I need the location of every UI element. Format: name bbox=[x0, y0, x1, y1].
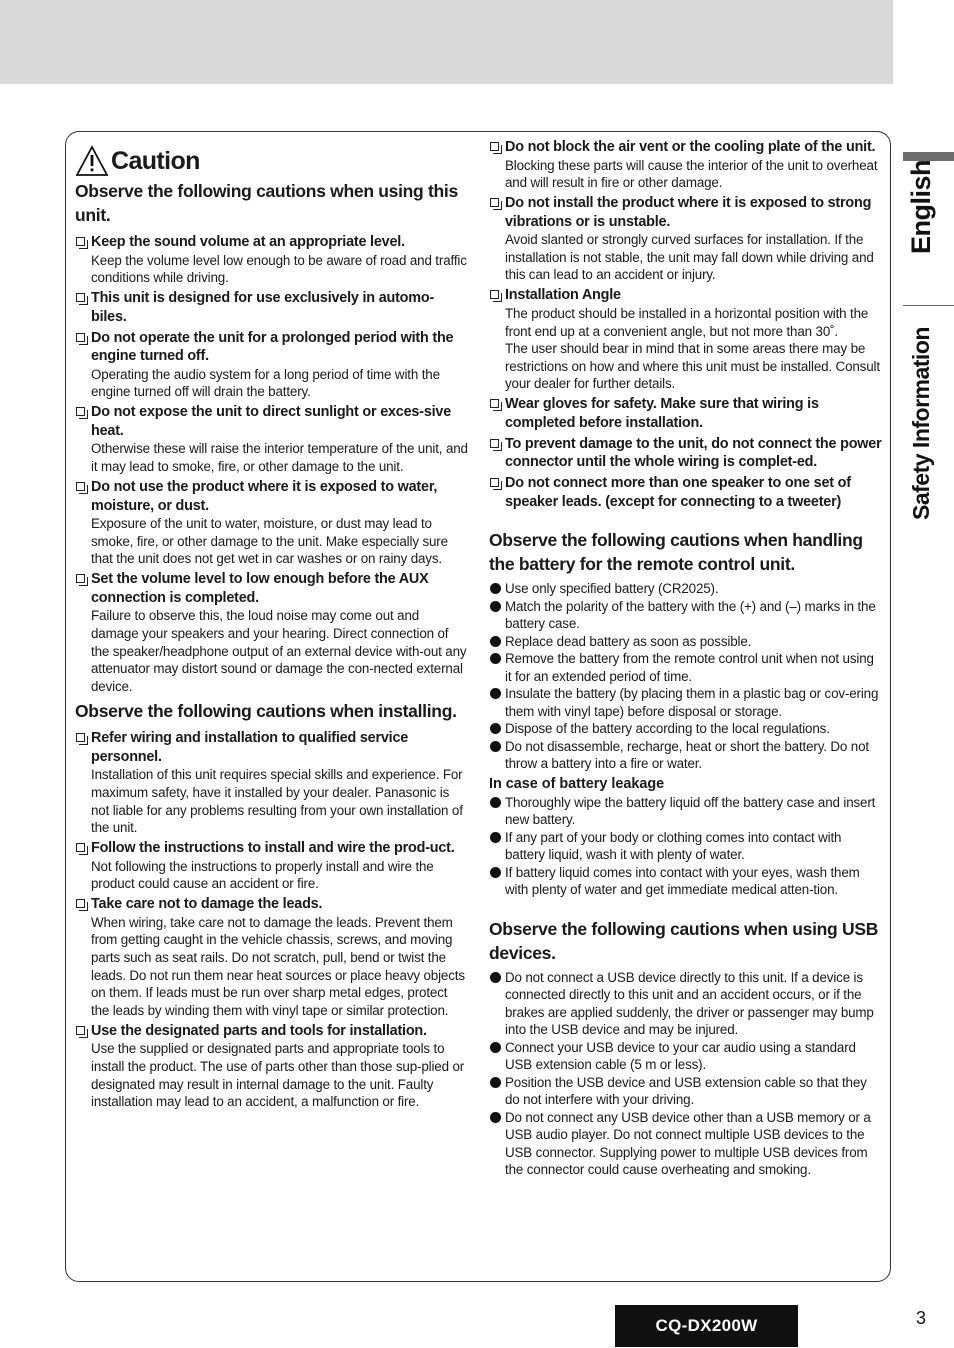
bullet-item bbox=[489, 685, 883, 720]
caution-item-title bbox=[489, 138, 883, 157]
bullet-dot-icon bbox=[490, 688, 501, 699]
bullet-dot-icon bbox=[490, 1077, 501, 1088]
caution-item-body bbox=[75, 1040, 469, 1110]
battery-leak-heading: In case of battery leakage bbox=[489, 775, 665, 792]
caution-item-body bbox=[75, 858, 469, 893]
bullet-text: Thoroughly wipe the battery liquid off the battery case and insert new battery. bbox=[505, 794, 876, 828]
bullet-text: Insulate the battery (by placing them in a plastic bag or cov-ering them with vinyl tape) before disposal or storage. bbox=[505, 686, 879, 719]
bullet-item bbox=[489, 598, 883, 633]
caution-item-title-text: Do not expose the unit to direct sunlight or exces-sive heat. bbox=[91, 404, 452, 439]
page-number: 3 bbox=[916, 1308, 927, 1328]
checkbox-bullet-icon bbox=[76, 574, 85, 583]
checkbox-bullet-icon bbox=[490, 439, 499, 448]
left-column bbox=[75, 144, 469, 1113]
bullet-text: Dispose of the battery according to the local regulations. bbox=[505, 721, 830, 737]
bullet-dot-icon bbox=[490, 1042, 501, 1053]
caution-item-title-text: Wear gloves for safety. Make sure that wiring is completed before installation. bbox=[505, 396, 819, 431]
caution-item-body-text: Use the supplied or designated parts and appropriate tools to install the product. The use of parts other than those sup-plied or designated may result in internal damage to the unit. Faulty installation may lead to an accident, a malfunction or fire. bbox=[91, 1041, 465, 1110]
model-number-badge: CQ-DX200W bbox=[615, 1305, 798, 1347]
side-divider bbox=[903, 305, 954, 306]
section-heading-installing: Observe the following cautions when installing. bbox=[75, 701, 457, 722]
caution-item-body-text: Otherwise these will raise the interior temperature of the unit, and it may lead to smoke, fire, or other damage to the unit. bbox=[91, 441, 468, 474]
bullet-item bbox=[489, 580, 883, 598]
bullet-text: Connect your USB device to your car audio using a standard USB extension cable (5 m or less). bbox=[505, 1039, 856, 1073]
caution-item-title-text: Set the volume level to low enough before the AUX connection is completed. bbox=[91, 571, 429, 606]
checkbox-bullet-icon bbox=[490, 290, 499, 299]
bullet-item bbox=[489, 794, 883, 829]
caution-item-body-text: Failure to observe this, the loud noise may come out and damage your speakers and your hearing. Direct connection of the speaker/headphone output of an external device with-out any attenuator may distort sound or damage the con-nected external device. bbox=[91, 608, 467, 694]
checkbox-bullet-icon bbox=[490, 142, 499, 151]
caution-item-body-text: Not following the instructions to properly install and wire the product could cause an accident or fire. bbox=[91, 858, 434, 892]
caution-item-title-text: Do not connect more than one speaker to one set of speaker leads. (except for connecting to a tweeter) bbox=[505, 475, 851, 510]
section-label: Safety Information bbox=[908, 327, 934, 520]
bullet-dot-icon bbox=[490, 797, 501, 808]
bullet-text: Replace dead battery as soon as possible. bbox=[505, 633, 752, 649]
caution-item-title bbox=[489, 435, 883, 472]
checkbox-bullet-icon bbox=[490, 478, 499, 487]
bullet-item bbox=[489, 969, 883, 1039]
checkbox-bullet-icon bbox=[76, 1026, 85, 1035]
bullet-item bbox=[489, 829, 883, 864]
caution-title: Caution bbox=[111, 146, 200, 175]
bullet-item bbox=[489, 720, 883, 738]
caution-item-title-text: Do not block the air vent or the cooling plate of the unit. bbox=[505, 139, 876, 155]
caution-item-title-text: Installation Angle bbox=[505, 287, 621, 304]
checkbox-bullet-icon bbox=[76, 482, 85, 491]
caution-item-title bbox=[75, 403, 469, 440]
caution-item-title bbox=[75, 570, 469, 607]
caution-item-body-text: Exposure of the unit to water, moisture, or dust may lead to smoke, fire, or other damage to the unit. Make especially sure that the unit does not get wet in car washes or on rainy days. bbox=[91, 516, 448, 567]
section-heading-usb: Observe the following cautions when using USB devices. bbox=[489, 918, 879, 963]
caution-item-body-text: The user should bear in mind that in some areas there may be restrictions on how and where this unit must be installed. Consult your dealer for further details. bbox=[505, 341, 880, 392]
caution-item-title-text: Take care not to damage the leads. bbox=[91, 896, 323, 913]
bullet-dot-icon bbox=[490, 723, 501, 734]
caution-item-title-text: This unit is designed for use exclusively in automo-biles. bbox=[91, 290, 435, 325]
checkbox-bullet-icon bbox=[490, 198, 499, 207]
caution-item-title-text: Do not use the product where it is exposed to water, moisture, or dust. bbox=[91, 479, 438, 514]
bullet-text: If battery liquid comes into contact with your eyes, wash them with plenty of water and get immediate medical atten-tion. bbox=[505, 864, 860, 898]
caution-item-body bbox=[75, 914, 469, 1020]
bullet-text: Remove the battery from the remote control unit when not using it for an extended period of time. bbox=[505, 651, 874, 684]
caution-item-body-text: Keep the volume level low enough to be aware of road and traffic conditions while driving. bbox=[91, 252, 467, 286]
caution-item-title bbox=[489, 395, 883, 432]
caution-item-title bbox=[75, 1022, 469, 1041]
caution-item-body-text: Blocking these parts will cause the interior of the unit to overheat and will result in fire or other damage. bbox=[505, 157, 878, 191]
checkbox-bullet-icon bbox=[76, 293, 85, 302]
bullet-dot-icon bbox=[490, 636, 501, 647]
checkbox-bullet-icon bbox=[76, 407, 85, 416]
installation-cautions-list bbox=[489, 138, 883, 511]
caution-item-body bbox=[489, 157, 883, 192]
caution-item-title bbox=[75, 478, 469, 515]
caution-item-title-text: Do not operate the unit for a prolonged period with the engine turned off. bbox=[91, 329, 454, 365]
bullet-dot-icon bbox=[490, 741, 501, 752]
battery-bullet-list bbox=[489, 580, 883, 773]
bullet-text: Use only specified battery (CR2025). bbox=[505, 581, 719, 597]
caution-item-body bbox=[75, 440, 469, 475]
caution-item-body bbox=[75, 766, 469, 836]
installing-cautions-list bbox=[75, 729, 469, 1111]
caution-item-title bbox=[75, 729, 469, 766]
checkbox-bullet-icon bbox=[76, 899, 85, 908]
caution-header bbox=[75, 144, 469, 178]
caution-item-body-text: Avoid slanted or strongly curved surfaces for installation. If the installation is not stable, the unit may fall down while driving and this can lead to an accident or injury. bbox=[505, 232, 874, 283]
caution-item-body bbox=[489, 231, 883, 284]
checkbox-bullet-icon bbox=[76, 733, 85, 742]
checkbox-bullet-icon bbox=[76, 333, 85, 342]
bullet-dot-icon bbox=[490, 867, 501, 878]
caution-item-body bbox=[75, 252, 469, 287]
checkbox-bullet-icon bbox=[76, 843, 85, 852]
section-heading-usage: Observe the following cautions when using this unit. bbox=[75, 181, 458, 225]
header-band bbox=[0, 0, 893, 84]
bullet-dot-icon bbox=[490, 972, 501, 983]
caution-item-body bbox=[489, 305, 883, 393]
caution-item-title-text: To prevent damage to the unit, do not connect the power connector until the whole wiring is complet-ed. bbox=[505, 435, 882, 471]
bullet-text: Position the USB device and USB extension cable so that they do not interfere with your driving. bbox=[505, 1074, 867, 1108]
bullet-item bbox=[489, 738, 883, 773]
usb-bullet-list bbox=[489, 969, 883, 1179]
right-column bbox=[489, 138, 883, 1179]
caution-item-title bbox=[75, 233, 469, 252]
bullet-text: If any part of your body or clothing comes into contact with battery liquid, wash it with plenty of water. bbox=[505, 829, 842, 863]
caution-item-title bbox=[489, 286, 883, 305]
usage-cautions-list bbox=[75, 233, 469, 695]
caution-item-body-text: When wiring, take care not to damage the leads. Prevent them from getting caught in the vehicle chassis, screws, and moving parts such as seat rails. Do not scratch, pull, bend or twist the leads. Do not run them near heat sources or place heavy objects on them. If leads must be run over sharp metal edges, protect the leads by winding them with vinyl tape or similar protection. bbox=[91, 914, 465, 1018]
bullet-item bbox=[489, 650, 883, 685]
caution-item-title-text: Follow the instructions to install and wire the prod-uct. bbox=[91, 840, 455, 857]
caution-item-title bbox=[75, 839, 469, 858]
bullet-dot-icon bbox=[490, 601, 501, 612]
caution-item-body bbox=[75, 515, 469, 568]
checkbox-bullet-icon bbox=[490, 399, 499, 408]
bullet-text: Do not disassemble, recharge, heat or short the battery. Do not throw a battery into a fire or water. bbox=[505, 738, 869, 772]
bullet-item bbox=[489, 633, 883, 651]
caution-item-title-text: Use the designated parts and tools for installation. bbox=[91, 1022, 427, 1039]
caution-item-title bbox=[75, 289, 469, 326]
language-label: English bbox=[906, 159, 936, 254]
bullet-item bbox=[489, 1074, 883, 1109]
bullet-item bbox=[489, 864, 883, 899]
bullet-dot-icon bbox=[490, 583, 501, 594]
caution-item-title-text: Keep the sound volume at an appropriate level. bbox=[91, 234, 405, 250]
bullet-item bbox=[489, 1039, 883, 1074]
bullet-dot-icon bbox=[490, 1112, 501, 1123]
bullet-text: Do not connect any USB device other than a USB memory or a USB audio player. Do not connect multiple USB devices to the USB connector. Supplying power to multiple USB devices from the connector could cause overheating and smoking. bbox=[505, 1109, 871, 1178]
caution-item-title bbox=[75, 329, 469, 366]
warning-triangle-icon bbox=[75, 145, 109, 177]
bullet-dot-icon bbox=[490, 653, 501, 664]
bullet-dot-icon bbox=[490, 832, 501, 843]
caution-item-title-text: Do not install the product where it is exposed to strong vibrations or is unstable. bbox=[505, 195, 872, 230]
caution-item-body bbox=[75, 607, 469, 695]
battery-leak-bullet-list bbox=[489, 794, 883, 899]
section-heading-battery: Observe the following cautions when handling the battery for the remote control unit. bbox=[489, 530, 863, 575]
caution-item-title bbox=[489, 194, 883, 231]
checkbox-bullet-icon bbox=[76, 237, 85, 246]
caution-item-title bbox=[75, 895, 469, 914]
caution-item-body bbox=[75, 366, 469, 401]
caution-item-body-text: The product should be installed in a horizontal position with the front end up at a convenient angle, but not more than 30˚. bbox=[505, 305, 869, 339]
caution-item-body-text: Installation of this unit requires special skills and experience. For maximum safety, have it installed by your dealer. Panasonic is not liable for any problems resulting from your own installation of the unit. bbox=[91, 767, 463, 836]
caution-item-title bbox=[489, 474, 883, 511]
bullet-text: Do not connect a USB device directly to this unit. If a device is connected directly to this unit and an accident occurs, or if the brakes are applied suddenly, the driver or passenger may bump into the USB device and may be injured. bbox=[505, 969, 874, 1038]
bullet-item bbox=[489, 1109, 883, 1179]
caution-item-body-text: Operating the audio system for a long period of time with the engine turned off will drain the battery. bbox=[91, 366, 440, 400]
bullet-text: Match the polarity of the battery with the (+) and (–) marks in the battery case. bbox=[505, 598, 876, 632]
caution-item-title-text: Refer wiring and installation to qualified service personnel. bbox=[91, 730, 409, 765]
